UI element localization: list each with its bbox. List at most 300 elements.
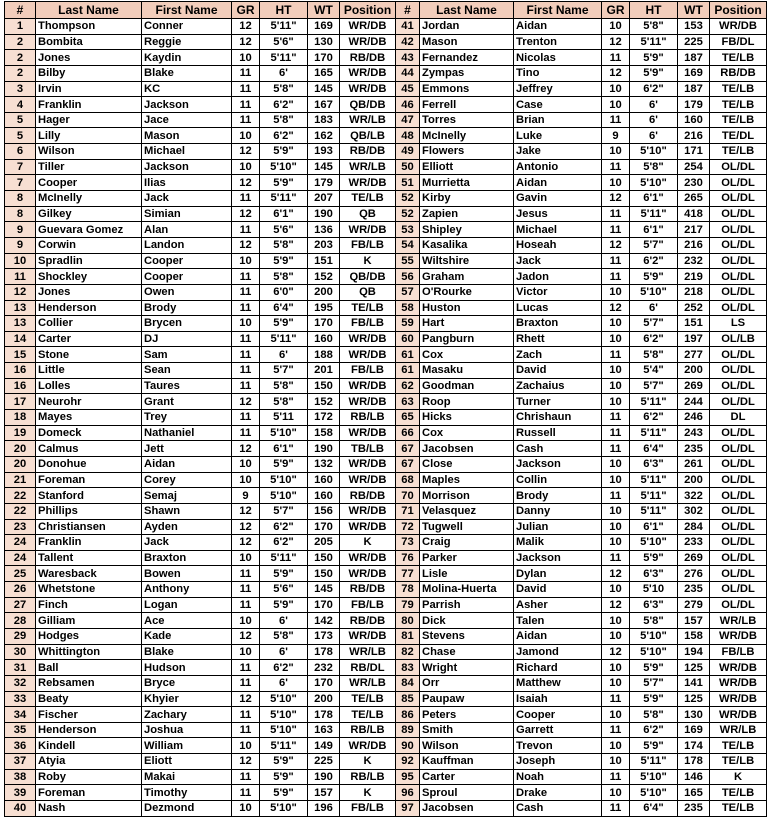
grade-cell: 11: [602, 159, 630, 175]
table-row: [5, 237, 767, 253]
table-row: [5, 175, 767, 191]
weight-cell: 152: [308, 394, 340, 410]
first-name-cell: Garrett: [514, 722, 602, 738]
player-number-cell: 17: [5, 394, 36, 410]
height-cell: 5'11": [260, 19, 308, 35]
grade-cell: 10: [602, 613, 630, 629]
table-row: [5, 769, 767, 785]
height-cell: 5'9": [630, 691, 678, 707]
position-cell: QB/DB: [340, 97, 396, 113]
position-cell: WR/DB: [340, 472, 396, 488]
height-cell: 6': [260, 675, 308, 691]
first-name-cell: Danny: [514, 503, 602, 519]
first-name-cell: Owen: [142, 284, 232, 300]
grade-cell: 10: [232, 316, 260, 332]
player-number-cell: 81: [396, 628, 420, 644]
last-name-cell: Graham: [420, 269, 514, 285]
height-cell: 5'8": [630, 19, 678, 35]
player-number-cell: 40: [5, 801, 36, 817]
last-name-cell: Kindell: [36, 738, 142, 754]
position-cell: TE/LB: [710, 112, 767, 128]
weight-cell: 151: [308, 253, 340, 269]
last-name-cell: Huston: [420, 300, 514, 316]
player-number-cell: 16: [5, 378, 36, 394]
grade-cell: 12: [232, 34, 260, 50]
weight-cell: 165: [308, 65, 340, 81]
height-cell: 5'10: [630, 582, 678, 598]
first-name-cell: Timothy: [142, 785, 232, 801]
player-number-cell: 41: [396, 19, 420, 35]
player-number-cell: 28: [5, 613, 36, 629]
player-number-cell: 37: [5, 754, 36, 770]
header-last-name: Last Name: [420, 2, 514, 19]
player-number-cell: 55: [396, 253, 420, 269]
first-name-cell: Joseph: [514, 754, 602, 770]
table-row: [5, 206, 767, 222]
weight-cell: 216: [678, 128, 710, 144]
grade-cell: 12: [232, 144, 260, 160]
weight-cell: 188: [308, 347, 340, 363]
height-cell: 5'8": [260, 112, 308, 128]
grade-cell: 9: [602, 128, 630, 144]
position-cell: K: [340, 754, 396, 770]
last-name-cell: Orr: [420, 675, 514, 691]
weight-cell: 200: [308, 691, 340, 707]
position-cell: TE/LB: [710, 144, 767, 160]
grade-cell: 11: [232, 300, 260, 316]
position-cell: RB/DB: [340, 488, 396, 504]
weight-cell: 225: [678, 34, 710, 50]
position-cell: WR/DB: [710, 691, 767, 707]
position-cell: QB/LB: [340, 128, 396, 144]
position-cell: OL/DL: [710, 175, 767, 191]
position-cell: WR/DB: [710, 707, 767, 723]
position-cell: OL/DL: [710, 566, 767, 582]
first-name-cell: Taures: [142, 378, 232, 394]
last-name-cell: Zympas: [420, 65, 514, 81]
table-row: [5, 456, 767, 472]
player-number-cell: 85: [396, 691, 420, 707]
player-number-cell: 21: [5, 472, 36, 488]
grade-cell: 10: [232, 456, 260, 472]
last-name-cell: Fischer: [36, 707, 142, 723]
weight-cell: 153: [678, 19, 710, 35]
grade-cell: 10: [602, 707, 630, 723]
weight-cell: 156: [308, 503, 340, 519]
grade-cell: 11: [232, 785, 260, 801]
position-cell: WR/DB: [340, 378, 396, 394]
player-number-cell: 86: [396, 707, 420, 723]
position-cell: OL/DL: [710, 378, 767, 394]
last-name-cell: Roby: [36, 769, 142, 785]
height-cell: 5'11": [630, 206, 678, 222]
player-number-cell: 19: [5, 425, 36, 441]
position-cell: OL/DL: [710, 550, 767, 566]
height-cell: 6': [260, 65, 308, 81]
table-row: [5, 691, 767, 707]
table-row: [5, 441, 767, 457]
weight-cell: 235: [678, 441, 710, 457]
position-cell: OL/DL: [710, 269, 767, 285]
first-name-cell: Jack: [142, 191, 232, 207]
grade-cell: 12: [232, 19, 260, 35]
last-name-cell: Irvin: [36, 81, 142, 97]
position-cell: WR/LB: [340, 644, 396, 660]
height-cell: 5'7": [630, 316, 678, 332]
grade-cell: 11: [602, 269, 630, 285]
header-first-name: First Name: [142, 2, 232, 19]
header-grade: GR: [232, 2, 260, 19]
last-name-cell: Paupaw: [420, 691, 514, 707]
position-cell: OL/DL: [710, 425, 767, 441]
last-name-cell: Jordan: [420, 19, 514, 35]
position-cell: OL/DL: [710, 582, 767, 598]
player-number-cell: 53: [396, 222, 420, 238]
first-name-cell: Aidan: [514, 628, 602, 644]
position-cell: OL/DL: [710, 503, 767, 519]
last-name-cell: Gilkey: [36, 206, 142, 222]
player-number-cell: 9: [5, 237, 36, 253]
weight-cell: 217: [678, 222, 710, 238]
height-cell: 5'10": [630, 535, 678, 551]
weight-cell: 197: [678, 331, 710, 347]
player-number-cell: 44: [396, 65, 420, 81]
height-cell: 5'10": [630, 284, 678, 300]
weight-cell: 195: [308, 300, 340, 316]
grade-cell: 11: [602, 550, 630, 566]
player-number-cell: 38: [5, 769, 36, 785]
table-row: [5, 754, 767, 770]
first-name-cell: Collin: [514, 472, 602, 488]
table-row: [5, 410, 767, 426]
grade-cell: 11: [232, 410, 260, 426]
last-name-cell: Wright: [420, 660, 514, 676]
first-name-cell: Isaiah: [514, 691, 602, 707]
first-name-cell: Case: [514, 97, 602, 113]
first-name-cell: Dezmond: [142, 801, 232, 817]
position-cell: TE/LB: [710, 81, 767, 97]
first-name-cell: Corey: [142, 472, 232, 488]
position-cell: WR/DB: [710, 628, 767, 644]
last-name-cell: McInelly: [420, 128, 514, 144]
weight-cell: 125: [678, 660, 710, 676]
grade-cell: 11: [602, 691, 630, 707]
table-row: [5, 722, 767, 738]
table-row: [5, 628, 767, 644]
table-row: [5, 550, 767, 566]
first-name-cell: Jesus: [514, 206, 602, 222]
first-name-cell: Jackson: [142, 97, 232, 113]
first-name-cell: Ace: [142, 613, 232, 629]
position-cell: WR/DB: [340, 347, 396, 363]
weight-cell: 173: [308, 628, 340, 644]
height-cell: 5'9": [630, 738, 678, 754]
weight-cell: 219: [678, 269, 710, 285]
header-number: #: [5, 2, 36, 19]
grade-cell: 10: [232, 738, 260, 754]
height-cell: 5'8": [630, 159, 678, 175]
table-row: [5, 675, 767, 691]
height-cell: 5'9": [260, 597, 308, 613]
position-cell: WR/DB: [340, 628, 396, 644]
grade-cell: 11: [232, 707, 260, 723]
player-number-cell: 15: [5, 347, 36, 363]
weight-cell: 136: [308, 222, 340, 238]
table-row: [5, 394, 767, 410]
position-cell: WR/DB: [340, 331, 396, 347]
height-cell: 6'4": [630, 801, 678, 817]
height-cell: 6'1": [630, 191, 678, 207]
weight-cell: 261: [678, 456, 710, 472]
grade-cell: 12: [232, 175, 260, 191]
last-name-cell: Spradlin: [36, 253, 142, 269]
height-cell: 6'4": [630, 441, 678, 457]
player-number-cell: 72: [396, 519, 420, 535]
player-number-cell: 31: [5, 660, 36, 676]
position-cell: TE/LB: [710, 801, 767, 817]
header-row: [5, 2, 767, 19]
position-cell: TE/LB: [710, 50, 767, 66]
position-cell: OL/DL: [710, 347, 767, 363]
player-number-cell: 4: [5, 97, 36, 113]
weight-cell: 276: [678, 566, 710, 582]
grade-cell: 10: [232, 613, 260, 629]
player-number-cell: 73: [396, 535, 420, 551]
player-number-cell: 12: [5, 284, 36, 300]
last-name-cell: Craig: [420, 535, 514, 551]
weight-cell: 172: [308, 410, 340, 426]
first-name-cell: Zachaius: [514, 378, 602, 394]
last-name-cell: Rebsamen: [36, 675, 142, 691]
grade-cell: 10: [602, 363, 630, 379]
height-cell: 5'6": [260, 222, 308, 238]
weight-cell: 193: [308, 144, 340, 160]
header-first-name: First Name: [514, 2, 602, 19]
weight-cell: 145: [308, 582, 340, 598]
player-number-cell: 95: [396, 769, 420, 785]
weight-cell: 216: [678, 237, 710, 253]
position-cell: TE/LB: [340, 691, 396, 707]
table-row: [5, 253, 767, 269]
position-cell: WR/LB: [710, 722, 767, 738]
position-cell: WR/DB: [340, 566, 396, 582]
first-name-cell: Eliott: [142, 754, 232, 770]
position-cell: FB/LB: [340, 801, 396, 817]
grade-cell: 11: [602, 722, 630, 738]
height-cell: 5'4": [630, 363, 678, 379]
first-name-cell: Conner: [142, 19, 232, 35]
grade-cell: 10: [602, 582, 630, 598]
first-name-cell: Turner: [514, 394, 602, 410]
first-name-cell: Hudson: [142, 660, 232, 676]
first-name-cell: Chrishaun: [514, 410, 602, 426]
height-cell: 5'8": [260, 237, 308, 253]
position-cell: QB: [340, 284, 396, 300]
grade-cell: 11: [232, 284, 260, 300]
player-number-cell: 82: [396, 644, 420, 660]
height-cell: 6': [260, 613, 308, 629]
last-name-cell: Carter: [420, 769, 514, 785]
height-cell: 6'2": [260, 128, 308, 144]
height-cell: 6'2": [630, 253, 678, 269]
grade-cell: 12: [232, 441, 260, 457]
position-cell: WR/DB: [340, 81, 396, 97]
position-cell: WR/DB: [340, 425, 396, 441]
grade-cell: 12: [602, 597, 630, 613]
weight-cell: 322: [678, 488, 710, 504]
grade-cell: 11: [232, 331, 260, 347]
player-number-cell: 90: [396, 738, 420, 754]
weight-cell: 146: [678, 769, 710, 785]
height-cell: 5'8": [260, 628, 308, 644]
weight-cell: 200: [308, 284, 340, 300]
last-name-cell: Foreman: [36, 472, 142, 488]
player-number-cell: 26: [5, 582, 36, 598]
grade-cell: 11: [232, 363, 260, 379]
last-name-cell: Nash: [36, 801, 142, 817]
first-name-cell: Cooper: [514, 707, 602, 723]
first-name-cell: Brian: [514, 112, 602, 128]
first-name-cell: Kaydin: [142, 50, 232, 66]
height-cell: 5'10": [260, 722, 308, 738]
grade-cell: 10: [232, 550, 260, 566]
header-height: HT: [630, 2, 678, 19]
player-number-cell: 67: [396, 441, 420, 457]
weight-cell: 225: [308, 754, 340, 770]
grade-cell: 12: [602, 191, 630, 207]
last-name-cell: Morrison: [420, 488, 514, 504]
height-cell: 5'7": [260, 503, 308, 519]
weight-cell: 150: [308, 550, 340, 566]
position-cell: QB: [340, 206, 396, 222]
last-name-cell: Thompson: [36, 19, 142, 35]
weight-cell: 170: [308, 675, 340, 691]
first-name-cell: Anthony: [142, 582, 232, 598]
last-name-cell: Kasalika: [420, 237, 514, 253]
first-name-cell: Zachary: [142, 707, 232, 723]
table-row: [5, 801, 767, 817]
height-cell: 6'1": [260, 441, 308, 457]
last-name-cell: Neurohr: [36, 394, 142, 410]
last-name-cell: Wilson: [36, 144, 142, 160]
position-cell: FB/LB: [710, 644, 767, 660]
player-number-cell: 5: [5, 112, 36, 128]
table-row: [5, 284, 767, 300]
last-name-cell: Henderson: [36, 300, 142, 316]
last-name-cell: Cooper: [36, 175, 142, 191]
header-weight: WT: [308, 2, 340, 19]
player-number-cell: 76: [396, 550, 420, 566]
player-number-cell: 9: [5, 222, 36, 238]
player-number-cell: 80: [396, 613, 420, 629]
header-last-name: Last Name: [36, 2, 142, 19]
weight-cell: 152: [308, 269, 340, 285]
player-number-cell: 66: [396, 425, 420, 441]
last-name-cell: Shipley: [420, 222, 514, 238]
height-cell: 5'8": [630, 347, 678, 363]
weight-cell: 277: [678, 347, 710, 363]
last-name-cell: Bombita: [36, 34, 142, 50]
player-number-cell: 63: [396, 394, 420, 410]
position-cell: TE/LB: [340, 707, 396, 723]
position-cell: WR/DB: [710, 19, 767, 35]
first-name-cell: Ilias: [142, 175, 232, 191]
table-row: [5, 488, 767, 504]
grade-cell: 10: [232, 801, 260, 817]
first-name-cell: Makai: [142, 769, 232, 785]
grade-cell: 11: [232, 81, 260, 97]
first-name-cell: Matthew: [514, 675, 602, 691]
weight-cell: 158: [308, 425, 340, 441]
first-name-cell: Antonio: [514, 159, 602, 175]
height-cell: 6'2": [630, 410, 678, 426]
grade-cell: 11: [232, 769, 260, 785]
last-name-cell: Finch: [36, 597, 142, 613]
last-name-cell: Franklin: [36, 97, 142, 113]
weight-cell: 179: [678, 97, 710, 113]
table-row: [5, 97, 767, 113]
weight-cell: 174: [678, 738, 710, 754]
player-number-cell: 7: [5, 159, 36, 175]
position-cell: DL: [710, 410, 767, 426]
position-cell: OL/LB: [710, 331, 767, 347]
position-cell: RB/DB: [340, 144, 396, 160]
grade-cell: 12: [602, 300, 630, 316]
grade-cell: 10: [602, 675, 630, 691]
table-row: [5, 738, 767, 754]
table-row: [5, 582, 767, 598]
last-name-cell: Henderson: [36, 722, 142, 738]
position-cell: RB/DB: [340, 613, 396, 629]
first-name-cell: Landon: [142, 237, 232, 253]
weight-cell: 190: [308, 769, 340, 785]
grade-cell: 11: [232, 112, 260, 128]
grade-cell: 11: [232, 722, 260, 738]
height-cell: 5'6": [260, 582, 308, 598]
player-number-cell: 71: [396, 503, 420, 519]
height-cell: 5'10": [260, 801, 308, 817]
height-cell: 6'0": [260, 284, 308, 300]
table-row: [5, 503, 767, 519]
last-name-cell: Jacobsen: [420, 441, 514, 457]
position-cell: FB/LB: [340, 363, 396, 379]
last-name-cell: Shockley: [36, 269, 142, 285]
height-cell: 5'6": [260, 34, 308, 50]
first-name-cell: Bowen: [142, 566, 232, 582]
grade-cell: 12: [232, 237, 260, 253]
grade-cell: 11: [232, 65, 260, 81]
player-number-cell: 29: [5, 628, 36, 644]
height-cell: 5'11: [260, 410, 308, 426]
last-name-cell: Stanford: [36, 488, 142, 504]
weight-cell: 269: [678, 550, 710, 566]
height-cell: 5'10": [630, 175, 678, 191]
weight-cell: 170: [308, 50, 340, 66]
first-name-cell: Jackson: [514, 456, 602, 472]
first-name-cell: Ayden: [142, 519, 232, 535]
position-cell: RB/DL: [340, 660, 396, 676]
last-name-cell: Calmus: [36, 441, 142, 457]
weight-cell: 169: [678, 722, 710, 738]
height-cell: 5'9": [630, 550, 678, 566]
first-name-cell: Victor: [514, 284, 602, 300]
position-cell: OL/DL: [710, 363, 767, 379]
height-cell: 6'2": [260, 97, 308, 113]
last-name-cell: Ferrell: [420, 97, 514, 113]
grade-cell: 12: [602, 34, 630, 50]
last-name-cell: Torres: [420, 112, 514, 128]
weight-cell: 142: [308, 613, 340, 629]
